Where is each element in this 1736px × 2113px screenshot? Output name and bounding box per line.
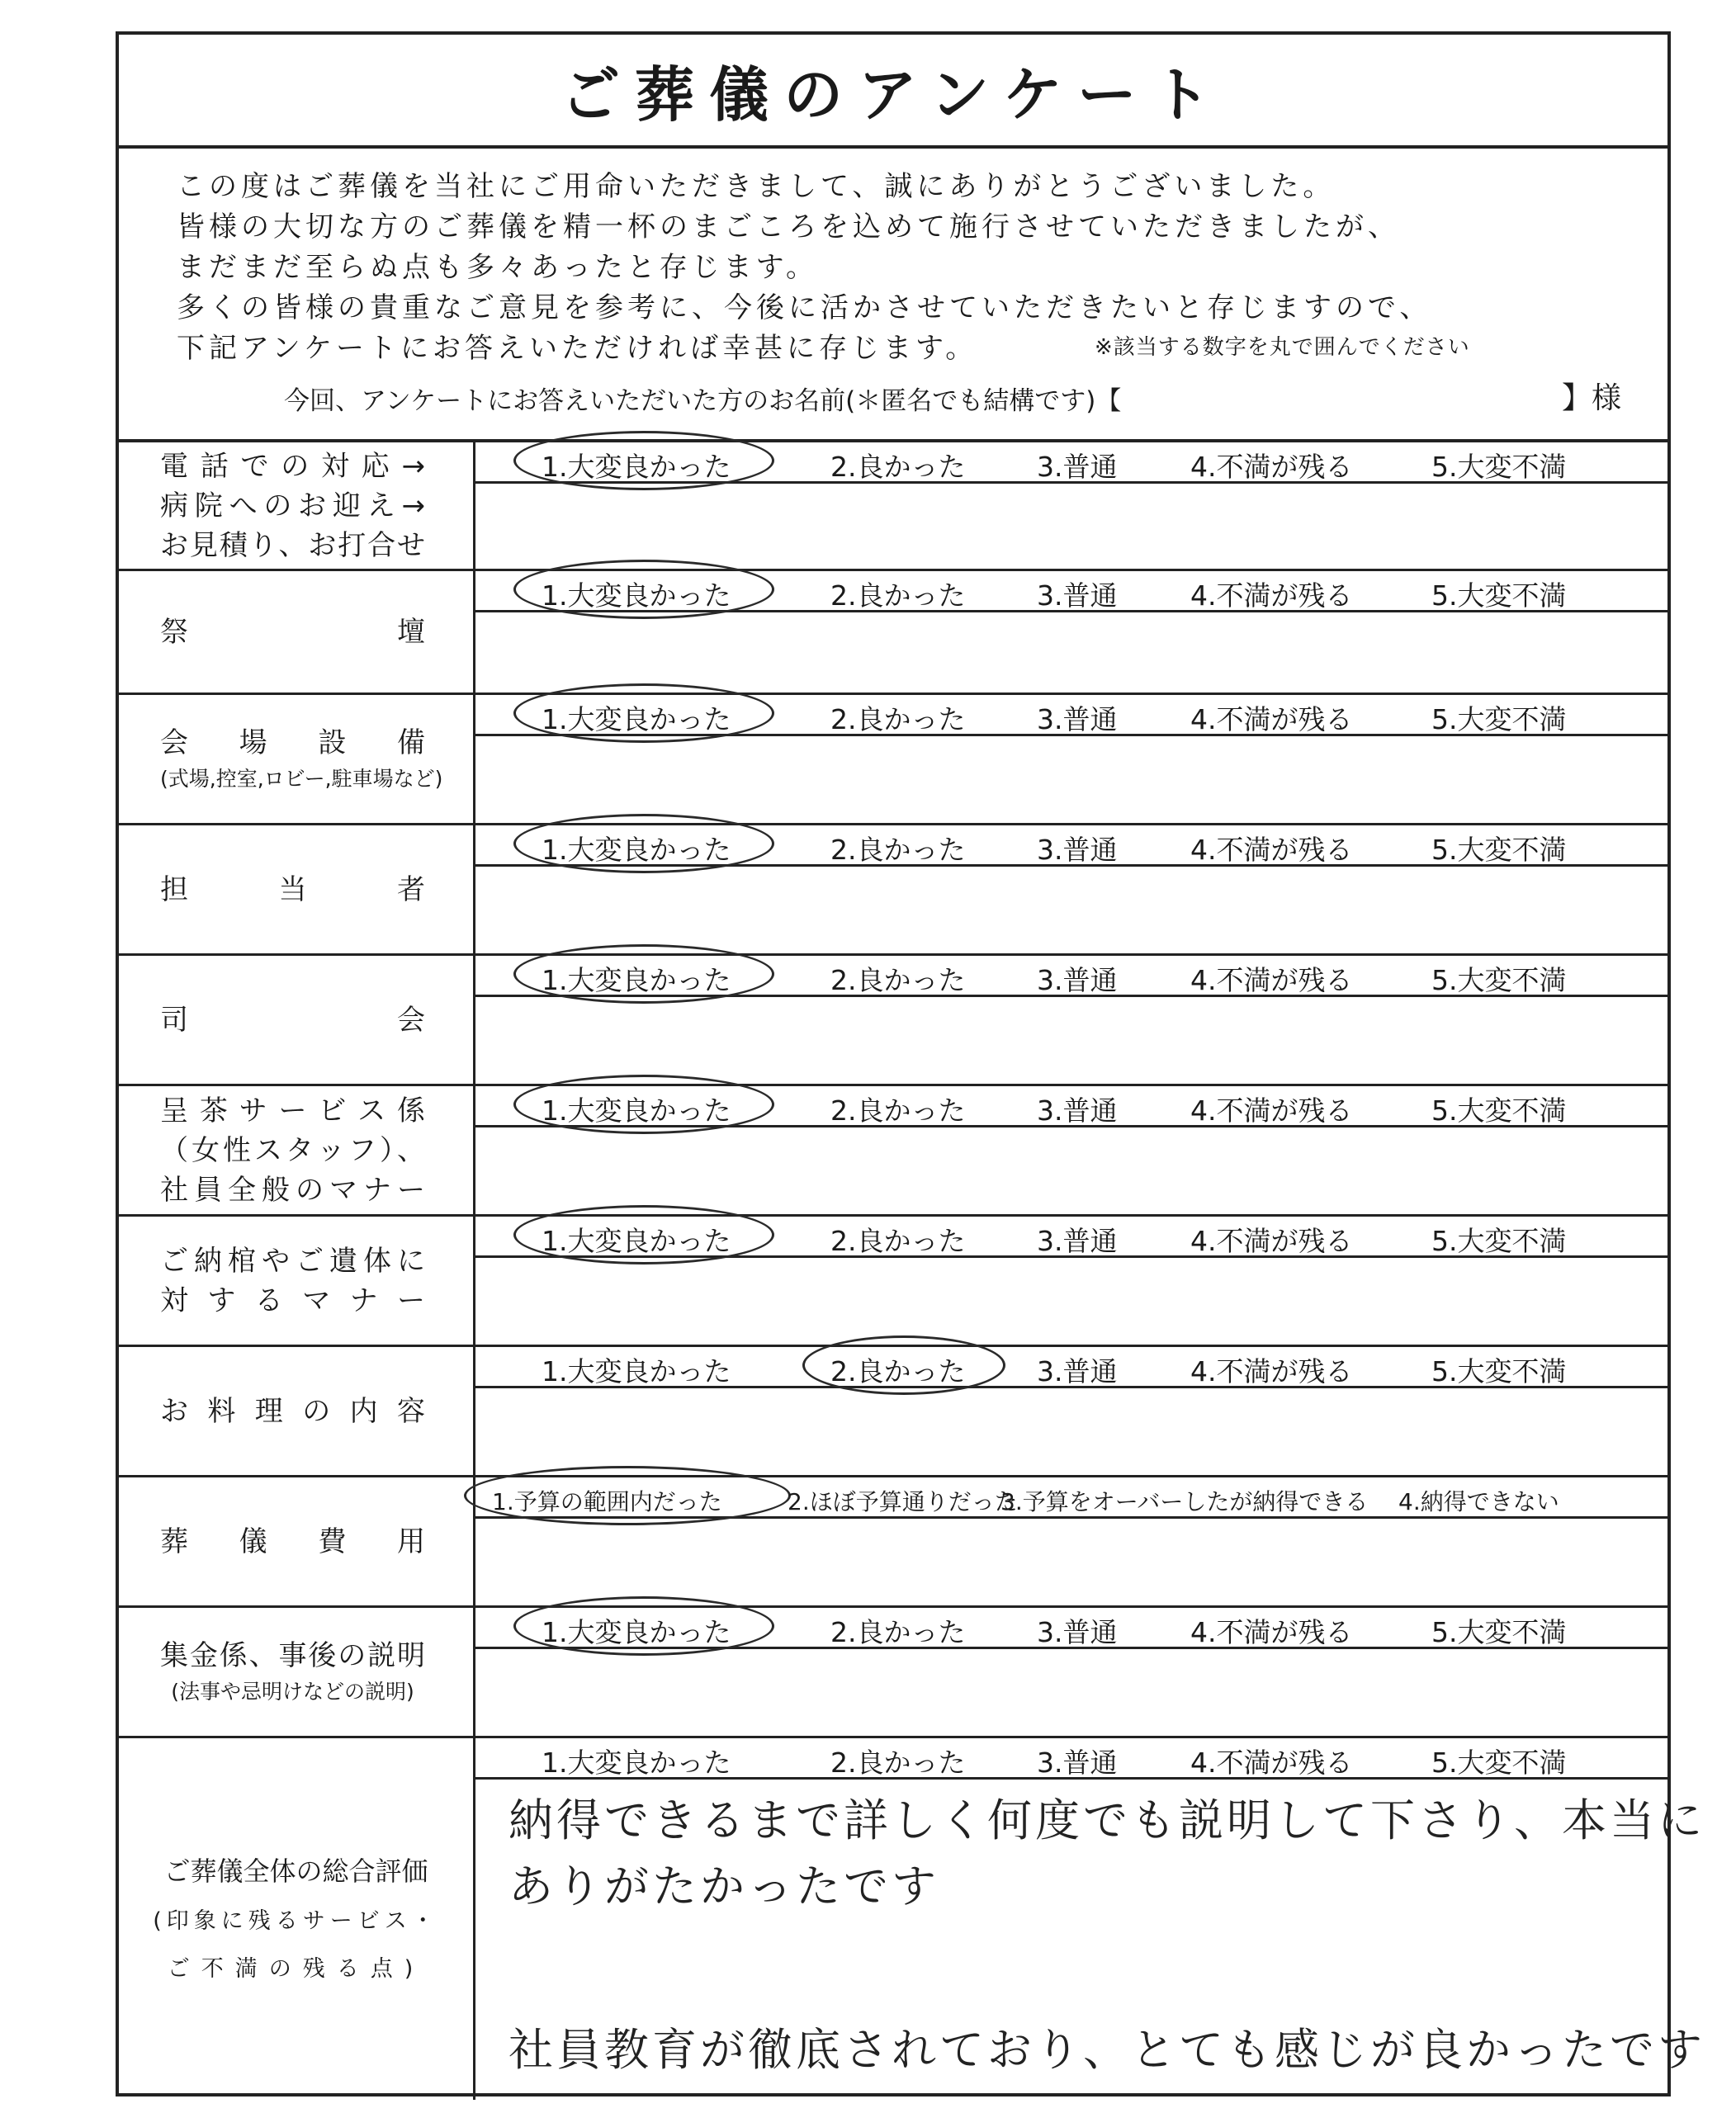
rating-option[interactable]: 1.大変良かった bbox=[542, 964, 731, 996]
survey-sheet bbox=[116, 31, 1705, 2096]
rating-option[interactable]: 2.良かった bbox=[830, 1747, 966, 1779]
survey-row bbox=[119, 825, 1667, 956]
question-label bbox=[119, 695, 475, 823]
rating-option[interactable]: 4.不満が残る bbox=[1190, 1094, 1353, 1127]
rating-option[interactable]: 2.良かった bbox=[830, 834, 966, 866]
comment-line: 社員教育が徹底されており、とても感じが良かったです bbox=[509, 2024, 1705, 2076]
survey-row bbox=[119, 1608, 1667, 1738]
rating-option[interactable]: 2.良かった bbox=[830, 1355, 966, 1387]
question-label-line: 司 会 bbox=[160, 1003, 425, 1037]
rating-option[interactable]: 4.不満が残る bbox=[1190, 1616, 1353, 1648]
intro-line: この度はご葬儀を当社にご用命いただきまして、誠にありがとうございました。 bbox=[177, 170, 1336, 203]
question-label-line: 葬儀費用 bbox=[160, 1524, 425, 1558]
question-label bbox=[119, 1477, 475, 1605]
rating-table bbox=[119, 439, 1705, 2100]
answer-area bbox=[475, 442, 1667, 569]
question-label-line: お料理の内容 bbox=[160, 1394, 425, 1428]
rating-option[interactable]: 4.不満が残る bbox=[1190, 703, 1353, 735]
question-sub-label: (法事や忌明けなどの説明) bbox=[171, 1679, 414, 1704]
rating-option[interactable]: 3.普通 bbox=[1037, 451, 1118, 483]
rating-option[interactable]: 2.良かった bbox=[830, 451, 966, 483]
overall-label bbox=[119, 1738, 475, 2100]
rating-option[interactable]: 3.普通 bbox=[1037, 1747, 1118, 1779]
question-label bbox=[119, 1086, 475, 1214]
rating-option[interactable]: 3.普通 bbox=[1037, 579, 1118, 612]
rating-option[interactable]: 3.普通 bbox=[1037, 703, 1118, 735]
answer-area bbox=[475, 1608, 1667, 1736]
name-suffix: 】様 bbox=[1562, 381, 1622, 415]
option-line bbox=[475, 442, 1667, 484]
rating-option[interactable]: 1.大変良かった bbox=[542, 834, 731, 866]
intro-line: 皆様の大切な方のご葬儀を精一杯のまごころを込めて施行させていただきましたが、 bbox=[177, 210, 1400, 243]
rating-option[interactable]: 5.大変不満 bbox=[1431, 1747, 1567, 1779]
title-row bbox=[119, 35, 1667, 149]
rating-option[interactable]: 1.大変良かった bbox=[542, 1094, 731, 1127]
rating-option[interactable]: 1.予算の範囲内だった bbox=[492, 1488, 722, 1515]
rating-option[interactable]: 1.大変良かった bbox=[542, 1616, 731, 1648]
rating-option[interactable]: 2.ほぼ予算通りだった bbox=[788, 1488, 1018, 1515]
rating-option[interactable]: 4.不満が残る bbox=[1190, 834, 1353, 866]
rating-option[interactable]: 4.不満が残る bbox=[1190, 1355, 1353, 1387]
rating-option[interactable]: 2.良かった bbox=[830, 703, 966, 735]
rating-option[interactable]: 5.大変不満 bbox=[1431, 579, 1567, 612]
survey-row bbox=[119, 1086, 1667, 1217]
question-label bbox=[119, 1217, 475, 1345]
rating-option[interactable]: 4.不満が残る bbox=[1190, 964, 1353, 996]
rating-option[interactable]: 4.納得できない bbox=[1398, 1488, 1559, 1515]
answer-area bbox=[475, 956, 1667, 1084]
answer-area bbox=[475, 1217, 1667, 1345]
overall-sub-line: (印象に残るサービス・ bbox=[153, 1908, 439, 1934]
handwritten-comment[interactable] bbox=[475, 1788, 1705, 2083]
rating-option[interactable]: 1.大変良かった bbox=[542, 1355, 731, 1387]
question-label-line: お見積り、お打合せ bbox=[160, 528, 425, 562]
option-line bbox=[475, 956, 1667, 997]
rating-option[interactable]: 5.大変不満 bbox=[1431, 1616, 1567, 1648]
rating-option[interactable]: 5.大変不満 bbox=[1431, 1094, 1567, 1127]
comment-line: ありがたかったです bbox=[509, 1860, 939, 1912]
rating-option[interactable]: 4.不満が残る bbox=[1190, 1747, 1353, 1779]
overall-row bbox=[119, 1738, 1705, 2100]
name-field[interactable] bbox=[1225, 380, 1555, 413]
rating-option[interactable]: 4.不満が残る bbox=[1190, 579, 1353, 612]
rating-option[interactable]: 5.大変不満 bbox=[1431, 703, 1567, 735]
rating-option[interactable]: 3.普通 bbox=[1037, 964, 1118, 996]
survey-row bbox=[119, 1477, 1667, 1608]
rating-option[interactable]: 3.普通 bbox=[1037, 1094, 1118, 1127]
rating-option[interactable]: 2.良かった bbox=[830, 1225, 966, 1257]
question-label-line: 電話での対応→ bbox=[160, 449, 425, 483]
option-line bbox=[475, 825, 1667, 867]
answer-area bbox=[475, 825, 1667, 953]
option-line bbox=[475, 1217, 1667, 1258]
rating-option[interactable]: 5.大変不満 bbox=[1431, 1355, 1567, 1387]
question-label-line: 集金係、事後の説明 bbox=[160, 1638, 425, 1672]
option-line bbox=[475, 1086, 1667, 1127]
question-label bbox=[119, 956, 475, 1084]
intro-line: 下記アンケートにお答えいただければ幸甚に存じます。 bbox=[177, 332, 978, 365]
rating-option[interactable]: 4.不満が残る bbox=[1190, 1225, 1353, 1257]
page-title: ご葬儀のアンケート bbox=[561, 60, 1226, 130]
answer-area bbox=[475, 1086, 1667, 1214]
question-label-line: 呈茶サービス係 bbox=[160, 1094, 425, 1127]
rating-option[interactable]: 1.大変良かった bbox=[542, 1747, 731, 1779]
answer-area bbox=[475, 1347, 1667, 1475]
question-label-line: 祭 壇 bbox=[160, 615, 425, 649]
instruction-note: ※該当する数字を丸で囲んでください bbox=[1095, 335, 1470, 360]
rating-option[interactable]: 2.良かった bbox=[830, 1094, 966, 1127]
option-line bbox=[475, 1347, 1667, 1388]
comment-line: 納得できるまで詳しく何度でも説明して下さり、本当に bbox=[509, 1794, 1705, 1846]
rating-option[interactable]: 5.大変不満 bbox=[1431, 451, 1567, 483]
rating-option[interactable]: 1.大変良かった bbox=[542, 451, 731, 483]
rating-option[interactable]: 5.大変不満 bbox=[1431, 834, 1567, 866]
question-label bbox=[119, 1608, 475, 1736]
rating-option[interactable]: 3.普通 bbox=[1037, 1355, 1118, 1387]
rating-option[interactable]: 5.大変不満 bbox=[1431, 964, 1567, 996]
rating-option[interactable]: 2.良かった bbox=[830, 1616, 966, 1648]
question-label bbox=[119, 571, 475, 693]
option-line bbox=[475, 1477, 1667, 1519]
question-sub-label: (式場,控室,ロビー,駐車場など) bbox=[160, 766, 443, 791]
name-label: 今回、アンケートにお答えいただいた方のお名前(＊匿名でも結構です)【 bbox=[284, 386, 1122, 416]
rating-option[interactable]: 2.良かった bbox=[830, 579, 966, 612]
question-label bbox=[119, 1347, 475, 1475]
question-label bbox=[119, 442, 475, 569]
rating-option[interactable]: 3.普通 bbox=[1037, 1616, 1118, 1648]
rating-option[interactable]: 1.大変良かった bbox=[542, 703, 731, 735]
question-label-line: 社員全般のマナー bbox=[160, 1173, 425, 1207]
survey-row bbox=[119, 442, 1667, 571]
question-label-line: 病院へのお迎え→ bbox=[160, 489, 425, 522]
rating-option[interactable]: 4.不満が残る bbox=[1190, 451, 1353, 483]
answer-area bbox=[475, 1477, 1667, 1605]
survey-row bbox=[119, 571, 1667, 695]
rating-option[interactable]: 1.大変良かった bbox=[542, 1225, 731, 1257]
answer-area bbox=[475, 695, 1667, 823]
rating-option[interactable]: 3.普通 bbox=[1037, 834, 1118, 866]
question-label-line: 対するマナー bbox=[160, 1283, 425, 1317]
overall-title: ご葬儀全体の総合評価 bbox=[163, 1855, 428, 1887]
option-line bbox=[475, 695, 1667, 736]
overall-sub-line: ご不満の残る点) bbox=[167, 1956, 425, 1982]
answer-area bbox=[475, 1738, 1705, 2100]
survey-row bbox=[119, 695, 1667, 825]
survey-row bbox=[119, 1347, 1667, 1477]
survey-row bbox=[119, 956, 1667, 1086]
option-line bbox=[475, 1608, 1667, 1649]
survey-row bbox=[119, 1217, 1667, 1347]
question-label-line: （女性スタッフ）、 bbox=[160, 1133, 425, 1167]
rating-option[interactable]: 1.大変良かった bbox=[542, 579, 731, 612]
question-label bbox=[119, 825, 475, 953]
question-label-line: 担 当 者 bbox=[160, 872, 425, 906]
rating-option[interactable]: 3.予算をオーバーしたが納得できる bbox=[1000, 1488, 1369, 1515]
option-line bbox=[475, 1738, 1667, 1780]
rating-option[interactable]: 3.普通 bbox=[1037, 1225, 1118, 1257]
option-line bbox=[475, 571, 1667, 612]
intro-line: 多くの皆様の貴重なご意見を参考に、今後に活かさせていただきたいと存じますので、 bbox=[177, 291, 1432, 324]
rating-option[interactable]: 2.良かった bbox=[830, 964, 966, 996]
question-label-line: ご納棺やご遺体に bbox=[160, 1244, 425, 1278]
answer-area bbox=[475, 571, 1667, 693]
question-label-line: 会場設備 bbox=[160, 726, 425, 759]
intro-line: まだまだ至らぬ点も多々あったと存じます。 bbox=[177, 251, 818, 284]
rating-option[interactable]: 5.大変不満 bbox=[1431, 1225, 1567, 1257]
